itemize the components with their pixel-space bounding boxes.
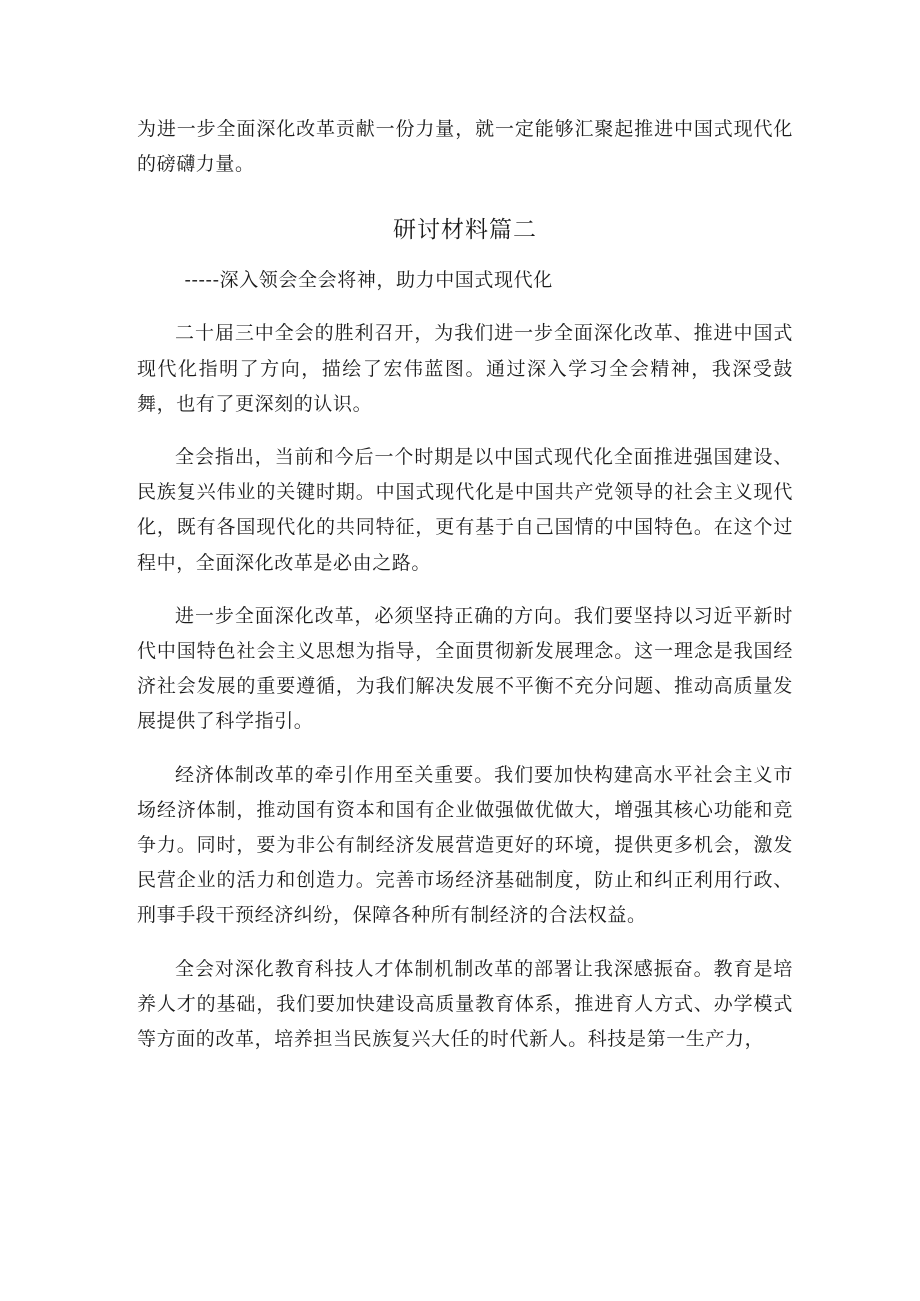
body-paragraph-3: 进一步全面深化改革，必须坚持正确的方向。我们要坚持以习近平新时代中国特色社会主义思想为指导，全面贯彻新发展理念。这一理念是我国经济社会发展的重要遵循，为我们解决发展不平衡不充分问题、推动高质量发展提供了科学指引。 (137, 604, 793, 733)
body-paragraph-1: 二十届三中全会的胜利召开，为我们进一步全面深化改革、推进中国式现代化指明了方向，描绘了宏伟蓝图。通过深入学习全会精神，我深受鼓舞，也有了更深刻的认识。 (137, 322, 793, 415)
body-paragraph-2: 全会指出，当前和今后一个时期是以中国式现代化全面推进强国建设、民族复兴伟业的关键时期。中国式现代化是中国共产党领导的社会主义现代化，既有各国现代化的共同特征，更有基于自己国情的中国特色。在这个过程中，全面深化改革是必由之路。 (137, 446, 793, 574)
body-paragraph-5: 全会对深化教育科技人才体制机制改革的部署让我深感振奋。教育是培养人才的基础，我们要加快建设高质量教育体系，推进育人方式、办学模式等方面的改革，培养担当民族复兴大任的时代新人。科技是第一生产力， (137, 957, 793, 1051)
section-title: 研讨材料篇二 (393, 217, 537, 244)
continued-paragraph: 为进一步全面深化改革贡献一份力量，就一定能够汇聚起推进中国式现代化的磅礴力量。 (137, 118, 793, 176)
section-subtitle: -----深入领会全会将神，助力中国式现代化 (184, 269, 553, 292)
document-page (137, 112, 793, 1057)
body-paragraph-4: 经济体制改革的牵引作用至关重要。我们要加快构建高水平社会主义市场经济体制，推动国有资本和国有企业做强做优做大，增强其核心功能和竞争力。同时，要为非公有制经济发展营造更好的环境，提供更多机会，激发民营企业的活力和创造力。完善市场经济基础制度，防止和纠正利用行政、刑事手段干预经济纠纷，保障各种所有制经济的合法权益。 (137, 763, 793, 927)
